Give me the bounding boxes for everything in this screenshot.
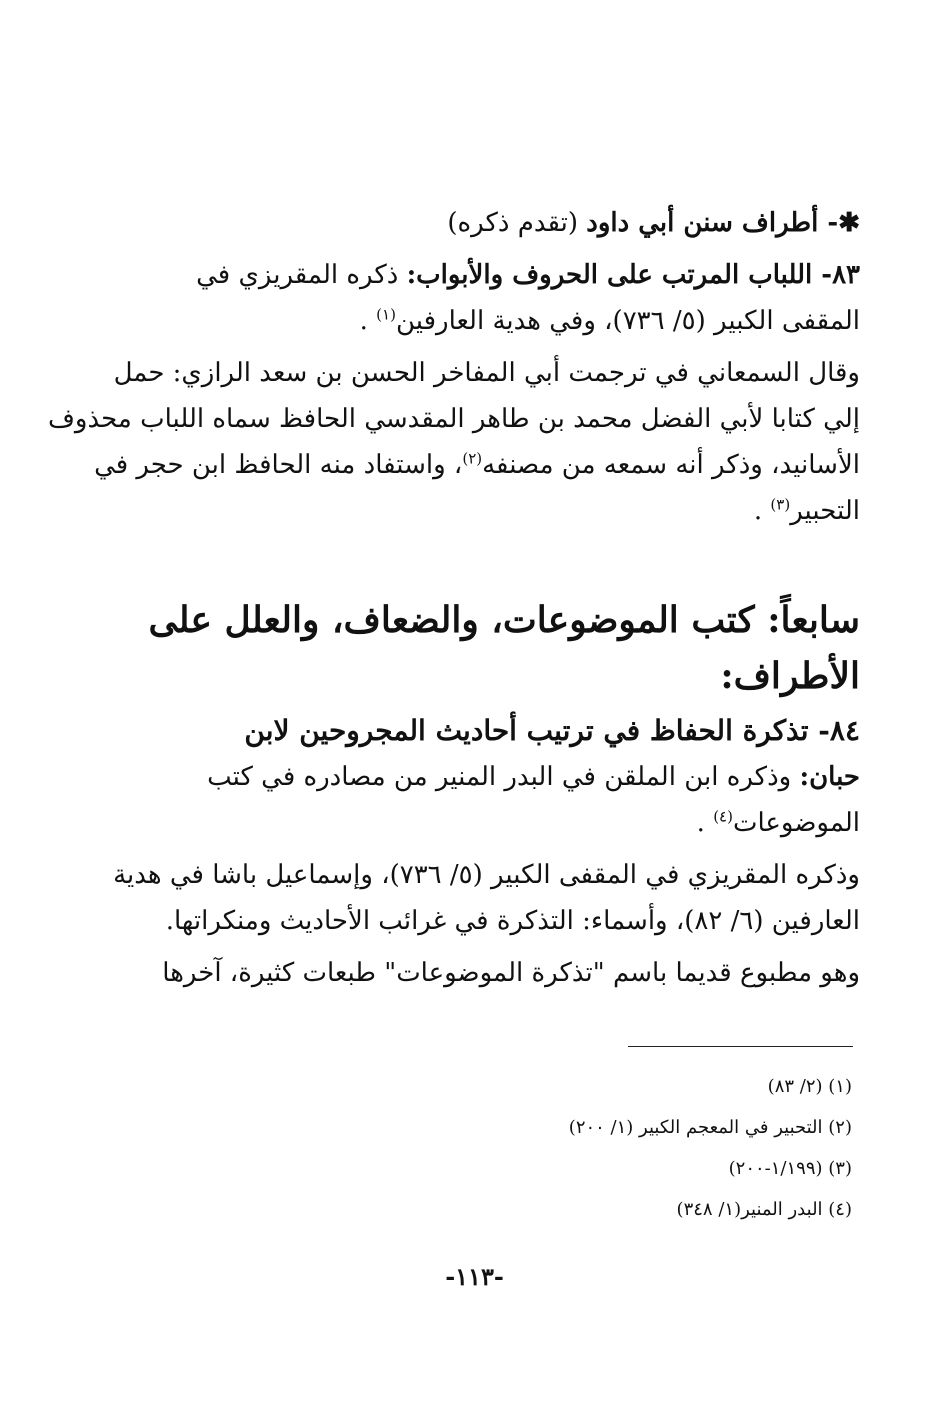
entry-83-para2-line-1: وقال السمعاني في ترجمت أبي المفاخر الحسن بن سعد الرازي: حمل [113,358,860,388]
footnote-2: (٢) التحبير في المعجم الكبير (١/ ٢٠٠) [568,1117,852,1138]
star-marker-icon: ✱ [838,208,860,238]
entry-83-line-1 [108,252,860,298]
entry-84-para2-line-1: وذكره المقريزي في المقفى الكبير (٥/ ٧٣٦)، وإسماعيل باشا في هدية [113,860,860,890]
entry-84-text: وذكره ابن الملقن في البدر المنير من مصادره في كتب [207,762,792,792]
entry-84-text: . [696,808,714,838]
entry-83-para2-line-4 [108,488,860,534]
entry-84-text: الموضوعات [732,808,860,838]
entry-84-para2-line-2: العارفين (٦/ ٨٢)، وأسماء: التذكرة في غرائب الأحاديث ومنكراتها. [165,906,860,936]
footnotes [480,1066,852,1230]
footnote-4: (٤) البدر المنير(١/ ٣٤٨) [676,1199,852,1220]
entry-83-para2-line-2: إلي كتابا لأبي الفضل محمد بن طاهر المقدسي الحافظ سماه اللباب محذوف [47,404,860,434]
entry-83-line-2 [108,298,860,344]
entry-title: - أطراف سنن أبي داود [586,208,839,238]
footnote-1: (١) (٢/ ٨٣) [767,1076,852,1097]
entry-84-line-3 [108,800,860,846]
page-body [47,200,860,996]
entry-84-para3-line-1: وهو مطبوع قديما باسم "تذكرة الموضوعات" طبعات كثيرة، آخرها [162,958,860,988]
entry-84-title: حبان: [799,762,860,792]
entry-note: (تقدم ذكره) [447,208,578,238]
footnote-divider [628,1046,853,1047]
entry-83-text: . [359,306,377,336]
entry-83-text: ذكره المقريزي في [196,260,399,290]
entry-83-text: الأسانيد، وذكر أنه سمعه من مصنفه [482,450,860,480]
entry-83-text: ، واستفاد منه الحافظ ابن حجر في [94,450,463,480]
footnote-3: (٣) (١/١٩٩-٢٠٠) [728,1158,852,1179]
entry-83-title: ٨٣- اللباب المرتب على الحروف والأبواب: [406,260,860,290]
footnote-ref: (١) [376,305,396,324]
entry-83-text: . [753,496,771,526]
entry-84-line-2 [108,754,860,800]
footnote-ref: (٢) [462,449,483,468]
entry-84-title-line-1: ٨٤- تذكرة الحفاظ في ترتيب أحاديث المجروحين لابن [244,714,860,747]
entry-83-text: التحبير [790,496,860,526]
footnote-ref: (٤) [713,807,733,826]
section-heading-line-1: سابعاً: كتب الموضوعات، والضعاف، والعلل على [148,599,860,641]
entry-83-para2-line-3 [94,442,860,488]
footnote-ref: (٣) [770,495,791,514]
entry-83-text: المقفى الكبير (٥/ ٧٣٦)، وفي هدية العارفين [395,306,860,336]
star-entry [108,200,860,246]
page-number: -١١٣- [445,1262,504,1291]
section-heading-line-2: الأطراف: [720,655,860,697]
